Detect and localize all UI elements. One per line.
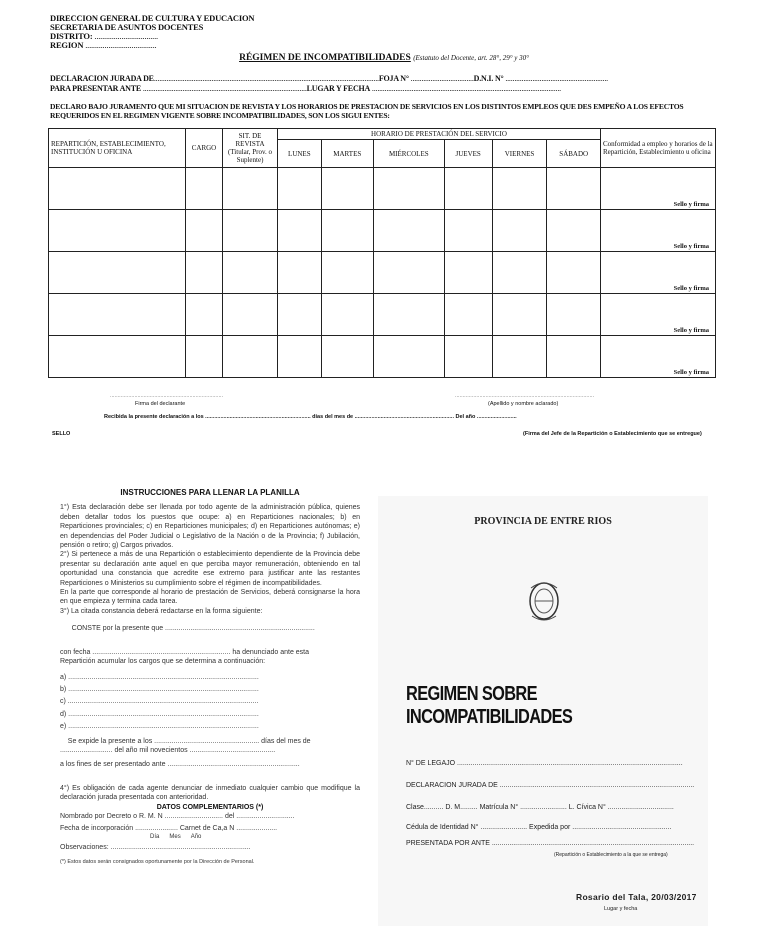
sello-firma: Sello y firma <box>601 210 716 252</box>
instr-nombrado: Nombrado por Decreto o R. M. N .............................. del .............................. <box>60 812 295 820</box>
instr-anio: ........................... del año mil novecientos ............................................ <box>60 746 276 754</box>
instr-conste: CONSTE por la presente que ............................................................................. <box>71 625 315 633</box>
cover-panel <box>378 496 708 926</box>
instr-con-fecha: con fecha ....................................................................... ha denunciado ante esta <box>60 648 310 656</box>
header-region: REGION ..................................... <box>50 40 157 50</box>
instr-footnote: (*) Estos datos serán consignados oportunamente por la Dirección de Personal. <box>60 859 255 866</box>
presentar-line[interactable]: PARA PRESENTAR ANTE ...........................................................................................LUGAR Y FECHA ......................................................................................................... <box>50 84 561 93</box>
lugar-fecha-caption: Lugar y fecha <box>604 906 638 912</box>
cover-title: REGIMEN SOBRE INCOMPATIBILIDADES <box>406 683 573 728</box>
recibida-line[interactable]: Recibida la presente declaración a los ..................................................................... días del mes de ................................................................. Del año .......................... <box>104 414 517 420</box>
instr-e: e) .................................................................................................. <box>60 723 259 731</box>
th-day: LUNES <box>278 140 322 168</box>
table-row[interactable] <box>49 294 716 336</box>
sello-firma: Sello y firma <box>601 252 716 294</box>
header-direccion: DIRECCION GENERAL DE CULTURA Y EDUCACION <box>50 13 255 23</box>
declaro-text: DECLARO BAJO JURAMENTO QUE MI SITUACION DE REVISTA Y LOS HORARIOS DE PRESTACION DE SERVICIOS EN LOS DISTINTOS EMPLEOS QUE DES EMPEÑO A LOS EFECTOS REQUERIDOS EN EL REGIMEN VIGENTE SOBRE INCOMPATIBILIDADES, SON LOS SIGUI ENTES: <box>50 102 684 120</box>
instr-c: c) .................................................................................................. <box>60 698 259 706</box>
datos-complementarios: DATOS COMPLEMENTARIOS (*) <box>156 803 264 811</box>
instr-p2: 2°) Si pertenece a más de una Repartición o establecimiento dependiente de la Provincia debe presentar su declaración ante aquel en que perciba mayor remuneración, obteniendo en tal oportunidad una constancia que acredite ese extremo para justificar ante las restantes Reparticiones o Ministerios su cumplimiento sobre el régimen de incompatibilidades. <box>60 551 360 587</box>
instr-reparticion: Repartición acumular los cargos que se determina a continuación: <box>60 658 266 666</box>
instr-p4: 3°) La citada constancia deberá redactarse en la forma siguiente: <box>60 607 263 615</box>
firma-line: .......................................................................... <box>110 393 224 399</box>
instructions-panel <box>60 488 360 868</box>
table-row[interactable] <box>49 210 716 252</box>
province-title: PROVINCIA DE ENTRE RIOS <box>474 516 612 527</box>
apellido-aclarado: (Apellido y nombre aclarado) <box>488 401 559 407</box>
instr-d: d) .................................................................................................. <box>60 710 259 718</box>
instr-se-expide: Se expide la presente a los ...................................................... días del mes de <box>67 737 311 745</box>
th-conformidad: Conformidad a empleo y horarios de la Repartición, Establecimiento u oficina <box>601 129 716 168</box>
th-reparticion: REPARTICIÓN, ESTABLECIMIENTO, INSTITUCIÓN U OFICINA <box>49 129 186 168</box>
sello-firma: Sello y firma <box>601 168 716 210</box>
declaracion-line[interactable]: DECLARACION JURADA DE.............................................................................................................................FOJA N° ...................................D.N.I. N° ......................................................... <box>50 74 608 83</box>
province-seal-icon <box>525 578 563 624</box>
instr-fecha-incorp: Fecha de incorporación ...................... Carnet de Ca,a N ..................... <box>60 825 278 833</box>
th-sit-revista: SIT. DE REVISTA (Titular, Prov. o Suplente) <box>223 129 278 168</box>
table-row[interactable] <box>49 168 716 210</box>
instr-dia-mes-anio: Día Mes Año <box>150 833 202 840</box>
cedula-field[interactable]: Cédula de Identidad N° ........................ Expedida por ................................................... <box>406 824 672 831</box>
place-date: Rosario del Tala, 20/03/2017 <box>576 892 697 902</box>
instr-p3: En la parte que corresponde al horario de prestación de Servicios, deberá consignarse la hora en que empieza y termina cada tarea. <box>60 589 360 606</box>
presentada-field[interactable]: PRESENTADA POR ANTE ........................................................................................................ <box>406 840 695 847</box>
instr-fines: a los fines de ser presentado ante .................................................................... <box>60 761 300 769</box>
instr-a: a) .................................................................................................. <box>60 673 259 681</box>
sello-label: SELLO <box>52 431 71 437</box>
table-row[interactable] <box>49 252 716 294</box>
th-day: VIERNES <box>492 140 547 168</box>
incompatibilidades-table <box>48 128 716 378</box>
table-row[interactable] <box>49 336 716 378</box>
legajo-field[interactable]: N° DE LEGAJO .................................................................................................................... <box>406 760 683 767</box>
instr-observaciones: Observaciones: ........................................................................ <box>60 843 251 851</box>
sello-firma: Sello y firma <box>601 336 716 378</box>
decl-field[interactable]: DECLARACION JURADA DE .................................................................................................... <box>406 782 695 789</box>
clase-field[interactable]: Clase.......... D. M......... Matrícula N° ........................ L. Cívica N° .................................. <box>406 804 674 811</box>
sello-firma: Sello y firma <box>601 294 716 336</box>
instr-p5: 4°) Es obligación de cada agente denunciar de inmediato cualquier cambio que modifique la declaración jurada presentada con anterioridad. <box>60 784 360 802</box>
th-horario: HORARIO DE PRESTACIÓN DEL SERVICIO <box>278 129 601 140</box>
rep-note: (Repartición o Establecimiento a la que se entrega) <box>554 852 668 858</box>
th-day: MARTES <box>321 140 373 168</box>
form-title: RÉGIMEN DE INCOMPATIBILIDADES (Estatuto del Docente, art. 28°, 29° y 30° <box>239 53 529 63</box>
instructions-title: INSTRUCCIONES PARA LLENAR LA PLANILLA <box>120 488 300 497</box>
th-cargo: CARGO <box>186 129 223 168</box>
header-distrito: DISTRITO: ................................. <box>50 31 158 41</box>
th-day: MIÉRCOLES <box>373 140 444 168</box>
apellido-line: ........................................................................................... <box>455 393 595 399</box>
firma-declarante: Firma del declarante <box>135 401 186 407</box>
firma-jefe: (Firma del Jefe de la Repartición o Establecimiento que se entregue) <box>523 431 702 437</box>
instr-p1: 1°) Esta declaración debe ser llenada por todo agente de la administración pública, quienes deben detallar todos los puestos que ocupe: a) en Reparticiones nacionales; b) en Reparticiones provinciales; c) en Reparticiones municipales; d) en Reparticiones autónomas; e) en dependencias del Poder Judicial o Legislativo de la Nación o de la Provincia; f) Jubilación, pensión o retiro; g) Cargos privados. <box>60 504 360 550</box>
th-day: JUEVES <box>444 140 492 168</box>
instr-b: b) .................................................................................................. <box>60 685 259 693</box>
header-secretaria: SECRETARIA DE ASUNTOS DOCENTES <box>50 22 204 32</box>
th-day: SÁBADO <box>547 140 601 168</box>
